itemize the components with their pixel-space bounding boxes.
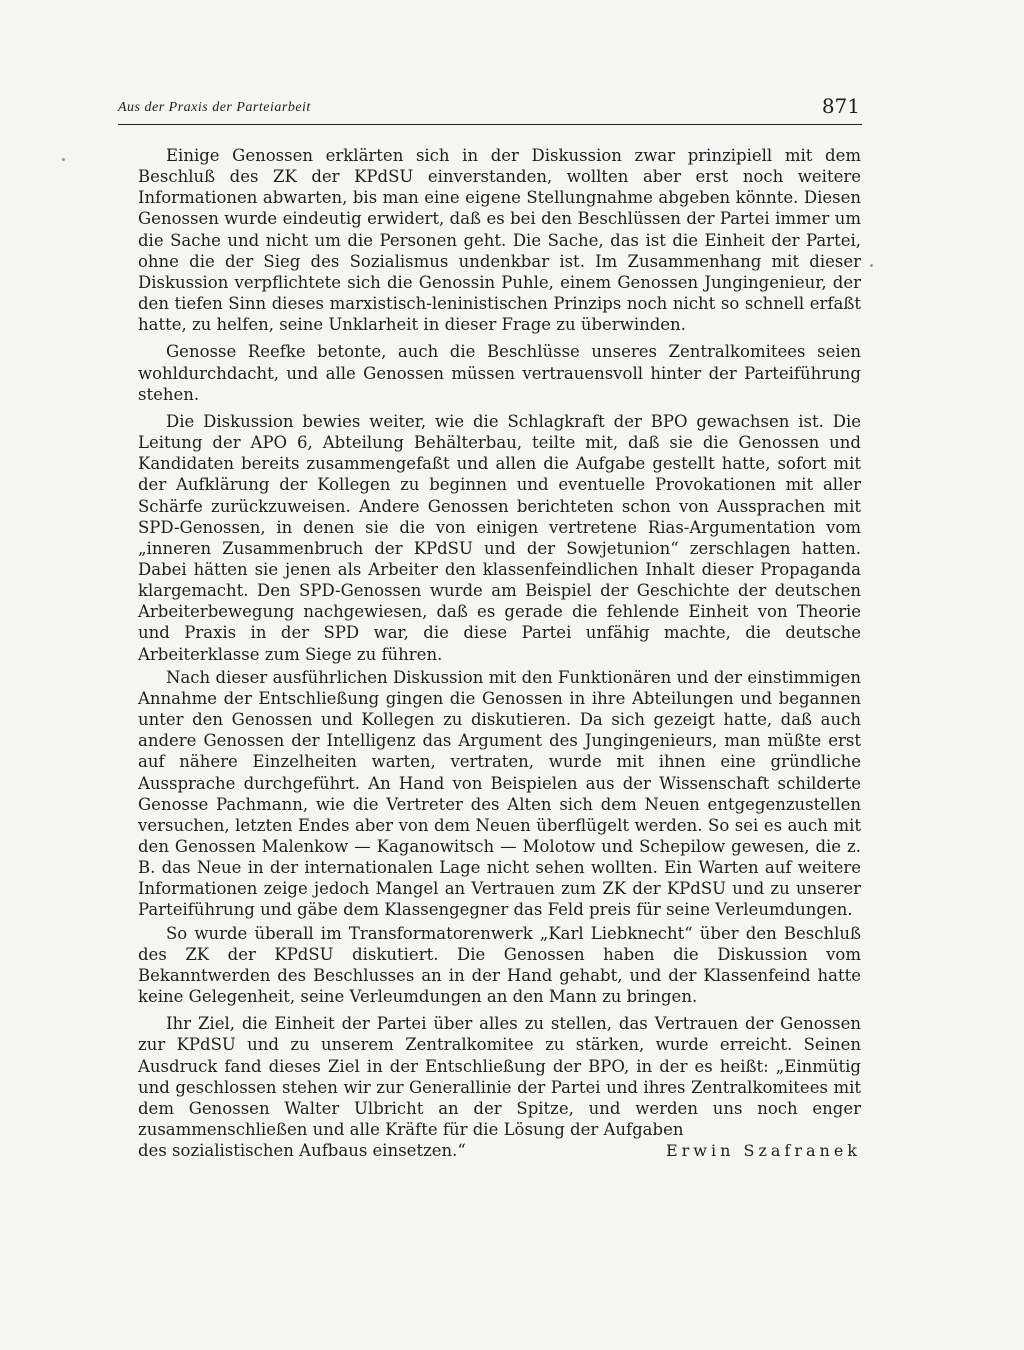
article-body [138, 145, 861, 1161]
paragraph-3: Die Diskussion bewies weiter, wie die Schlagkraft der BPO gewachsen ist. Die Leitung der APO 6, Abteilung Behälterbau, teilte mit, daß sie die Genossen und Kandidaten bereits zusammengefaßt und allen die Aufgabe gestellt hatte, sofort mit der Aufklärung der Kollegen zu beginnen und eventuelle Provokationen mit aller Schärfe zurückzuweisen. Andere Genossen berichteten schon von Aussprachen mit SPD-Genossen, in denen sie die von einigen vertretene Rias-Argumentation vom „inneren Zusammenbruch der KPdSU und der Sowjetunion“ zerschlagen hatten. Dabei hätten sie jenen als Arbeiter den klassenfeindlichen Inhalt dieser Propaganda klargemacht. Den SPD-Genossen wurde am Beispiel der Geschichte der deutschen Arbeiterbewegung nachgewiesen, daß es gerade die fehlende Einheit von Theorie und Praxis in der SPD war, die diese Partei unfähig machte, die deutsche Arbeiterklasse zum Siege zu führen. [138, 411, 861, 664]
paragraph-4: Nach dieser ausführlichen Diskussion mit den Funktionären und der einstimmigen Annahme der Entschließung gingen die Genossen in ihre Abteilungen und begannen unter den Genossen und Kollegen zu diskutieren. Da sich gezeigt hatte, daß auch andere Genossen der Intelligenz das Argument des Jungingenieurs, man müßte erst auf nähere Einzelheiten warten, vertraten, wurde mit ihnen eine gründliche Aussprache durchgeführt. An Hand von Beispielen aus der Wissenschaft schilderte Genosse Pachmann, wie die Vertreter des Alten sich dem Neuen entgegenzustellen versuchen, letzten Endes aber von dem Neuen überflügelt werden. So sei es auch mit den Genossen Malenkow — Kaganowitsch — Molotow und Schepilow gewesen, die z. B. das Neue in der internationalen Lage nicht sehen wollten. Ein Warten auf weitere Informationen zeige jedoch Mangel an Vertrauen zum ZK der KPdSU und zu unserer Parteiführung und gäbe dem Klassengegner das Feld preis für seine Verleumdungen. [138, 667, 861, 920]
paragraph-1: Einige Genossen erklärten sich in der Diskussion zwar prinzipiell mit dem Beschluß des ZK der KPdSU einverstanden, wollten aber erst noch weitere Informationen abwarten, bis man eine eigene Stellungnahme abgeben könnte. Diesen Genossen wurde eindeutig erwidert, daß es bei den Beschlüssen der Partei immer um die Sache und nicht um die Personen geht. Die Sache, das ist die Einheit der Partei, ohne die der Sieg des Sozialismus undenkbar ist. Im Zusammenhang mit dieser Diskussion verpflichtete sich die Genossin Puhle, einem Genossen Jungingenieur, der den tiefen Sinn dieses marxistisch-leninistischen Prinzips noch nicht so schnell erfaßt hatte, zu helfen, seine Unklarheit in dieser Frage zu überwinden. [138, 146, 861, 335]
scan-speck [62, 158, 65, 161]
page-number: 871 [821, 94, 860, 118]
closing-line [138, 1140, 861, 1161]
closing-paragraph: Ihr Ziel, die Einheit der Partei über alles zu stellen, das Vertrauen der Genossen zur KPdSU und zu unserem Zentralkomitee zu stärken, wurde erreicht. Seinen Ausdruck fand dieses Ziel in der Entschließung der BPO, in der es heißt: „Einmütig und geschlossen stehen wir zur Generallinie der Partei und ihres Zentralkomitees mit dem Genossen Walter Ulbricht an der Spitze, und werden uns noch enger zusammenschließen und alle Kräfte für die Lösung der Aufgaben [138, 1014, 861, 1140]
scan-speck [870, 264, 873, 267]
running-title: Aus der Praxis der Parteiarbeit [118, 100, 311, 115]
author-signature: Erwin Szafranek [665, 1141, 861, 1161]
paragraph-2: Genosse Reefke betonte, auch die Beschlüsse unseres Zentralkomitees seien wohldurchdacht, und alle Genossen müssen vertrauensvoll hinter der Parteiführung stehen. [138, 342, 861, 404]
closing-last-line: des sozialistischen Aufbaus einsetzen.“ [138, 1141, 466, 1161]
paragraph-5: So wurde überall im Transformatorenwerk „Karl Liebknecht“ über den Beschluß des ZK der KPdSU diskutiert. Die Genossen haben die Diskussion vom Bekanntwerden des Beschlusses an in der Hand gehabt, und der Klassenfeind hatte keine Gelegenheit, seine Verleumdungen an den Mann zu bringen. [138, 923, 861, 1007]
page-header [118, 94, 862, 125]
